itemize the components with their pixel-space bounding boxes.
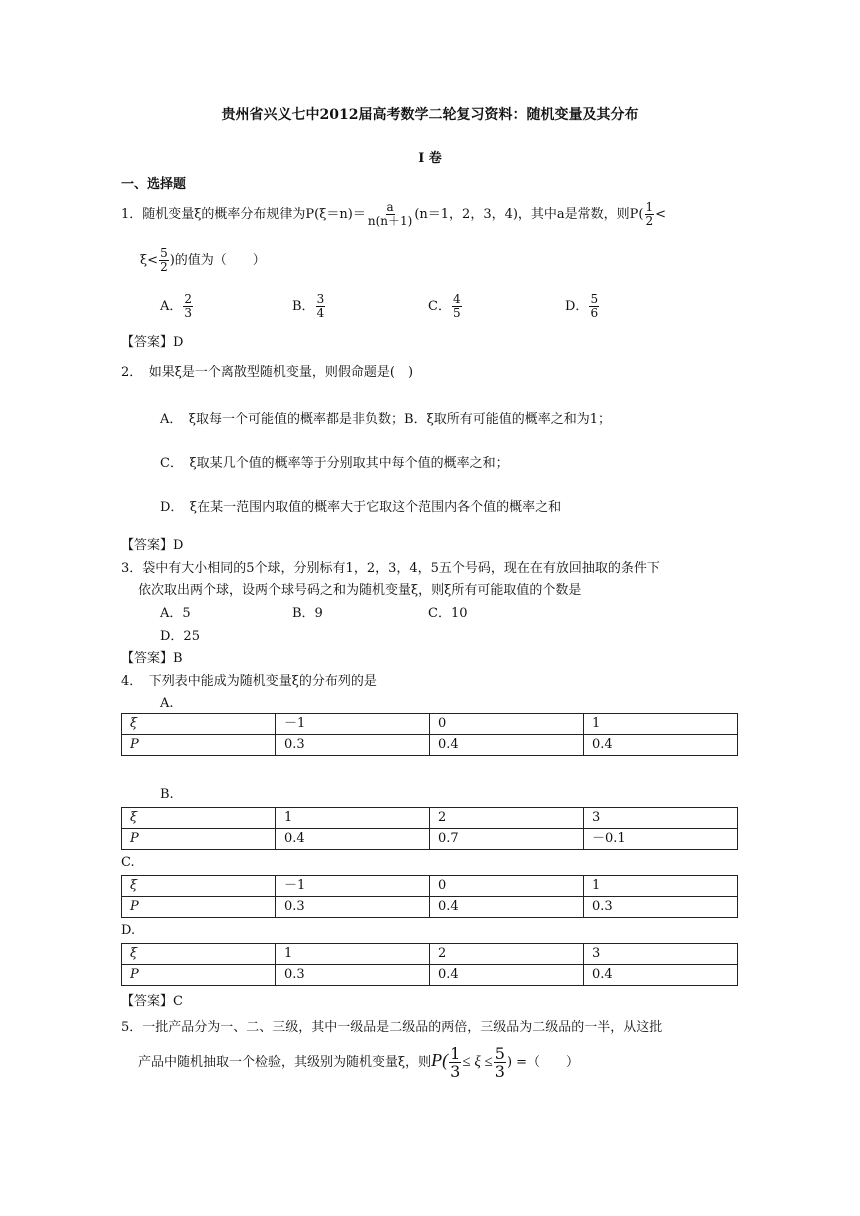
- table-row: ξ －1 0 1: [122, 876, 738, 897]
- q3-stem-line1: 3．袋中有大小相同的5个球，分别标有1，2，3，4，5五个号码，现在在有放回抽取的条件下: [121, 561, 660, 576]
- q3-option-c: C．10: [428, 606, 468, 621]
- q3-option-d: D．25: [160, 629, 200, 644]
- q1-fraction-half: $\frac{1}{2}$: [645, 200, 654, 228]
- q1-option-c-frac: $\frac{4}{5}$: [452, 292, 461, 320]
- q5-stem-line2: 产品中随机抽取一个检验，其级别为随机变量ξ，则P( $\frac{1}{3}$ ≤ ξ ≤ $\frac{5}{3}$ ) =（ ）: [138, 1044, 580, 1081]
- q4-table-c: [121, 875, 738, 918]
- table-row: P 0.4 0.7 －0.1: [122, 829, 738, 850]
- table-row: P 0.3 0.4 0.3: [122, 897, 738, 918]
- q1-fraction-den: n(n＋1): [367, 214, 413, 228]
- q4-stem: 4． 下列表中能成为随机变量ξ的分布列的是: [121, 674, 377, 689]
- q1-answer: 【答案】D: [121, 335, 184, 350]
- q4-answer: 【答案】C: [121, 994, 183, 1009]
- q2-option-d: D． ξ在某一范围内取值的概率大于它取这个范围内各个值的概率之和: [160, 500, 562, 515]
- table-row: ξ －1 0 1: [122, 714, 738, 735]
- q4-table-c-label: C.: [121, 855, 135, 870]
- table-row: ξ 1 2 3: [122, 944, 738, 965]
- q4-table-d-label: D.: [121, 923, 136, 938]
- q5-stem-line1: 5．一批产品分为一、二、三级，其中一级品是二级品的两倍，三级品为二级品的一半，从这批: [121, 1020, 663, 1035]
- q1-option-b-frac: $\frac{3}{4}$: [316, 292, 325, 320]
- q1-option-c: C． $\frac{4}{5}$: [428, 292, 461, 320]
- table-row: P 0.3 0.4 0.4: [122, 965, 738, 986]
- q2-option-ab: A． ξ取每一个可能值的概率都是非负数；B．ξ取所有可能值的概率之和为1；: [160, 412, 612, 427]
- q2-answer: 【答案】D: [121, 538, 184, 553]
- q4-table-a: [121, 713, 738, 756]
- q1-fraction-five-halves: $\frac{5}{2}$: [160, 246, 168, 274]
- q2-option-c: C． ξ取某几个值的概率等于分别取其中每个值的概率之和；: [160, 456, 509, 471]
- q4-table-b-label: B.: [160, 787, 174, 802]
- table-row: P 0.3 0.4 0.4: [122, 735, 738, 756]
- q1-text-a: 1．随机变量ξ的概率分布规律为P(ξ＝n)＝: [121, 207, 366, 222]
- q4-table-b: [121, 807, 738, 850]
- q5-fraction-lower: $\frac{1}{3}$: [450, 1044, 461, 1081]
- q3-stem-line2: 依次取出两个球，设两个球号码之和为随机变量ξ，则ξ所有可能取值的个数是: [138, 583, 582, 598]
- document-title: 贵州省兴义七中2012届高考数学二轮复习资料：随机变量及其分布: [221, 107, 639, 123]
- q3-option-b: B．9: [292, 606, 323, 621]
- q1-stem-line2: [140, 246, 266, 276]
- q3-answer: 【答案】B: [121, 651, 183, 666]
- q4-table-d: [121, 943, 738, 986]
- q5-fraction-upper: $\frac{5}{3}$: [494, 1044, 505, 1081]
- q1-text-b: (n＝1，2，3，4)，其中a是常数，则P(: [414, 207, 644, 222]
- q1-option-d-frac: $\frac{5}{6}$: [590, 292, 599, 320]
- q1-option-a-frac: $\frac{2}{3}$: [184, 292, 193, 320]
- q2-stem: 2． 如果ξ是一个离散型随机变量，则假命题是( ): [121, 365, 414, 380]
- q1-stem-line1: [121, 200, 666, 230]
- q1-option-d: D． $\frac{5}{6}$: [565, 292, 599, 320]
- q5-text: 产品中随机抽取一个检验，其级别为随机变量ξ，则: [138, 1055, 432, 1070]
- q1-option-a: A． $\frac{2}{3}$: [160, 292, 193, 320]
- q1-fraction-pmf: [367, 201, 413, 228]
- section-heading: 一、选择题: [121, 177, 187, 192]
- q3-option-a: A．5: [160, 606, 191, 621]
- q1-text-e: )的值为（ ）: [169, 253, 266, 268]
- q1-text-d: ξ<: [140, 253, 159, 268]
- q4-table-a-label: A.: [160, 696, 174, 711]
- volume-heading: I 卷: [418, 151, 442, 166]
- q1-text-c: <: [655, 207, 667, 222]
- q1-fraction-num: a: [386, 200, 394, 214]
- q1-option-b: B． $\frac{3}{4}$: [292, 292, 325, 320]
- table-row: ξ 1 2 3: [122, 808, 738, 829]
